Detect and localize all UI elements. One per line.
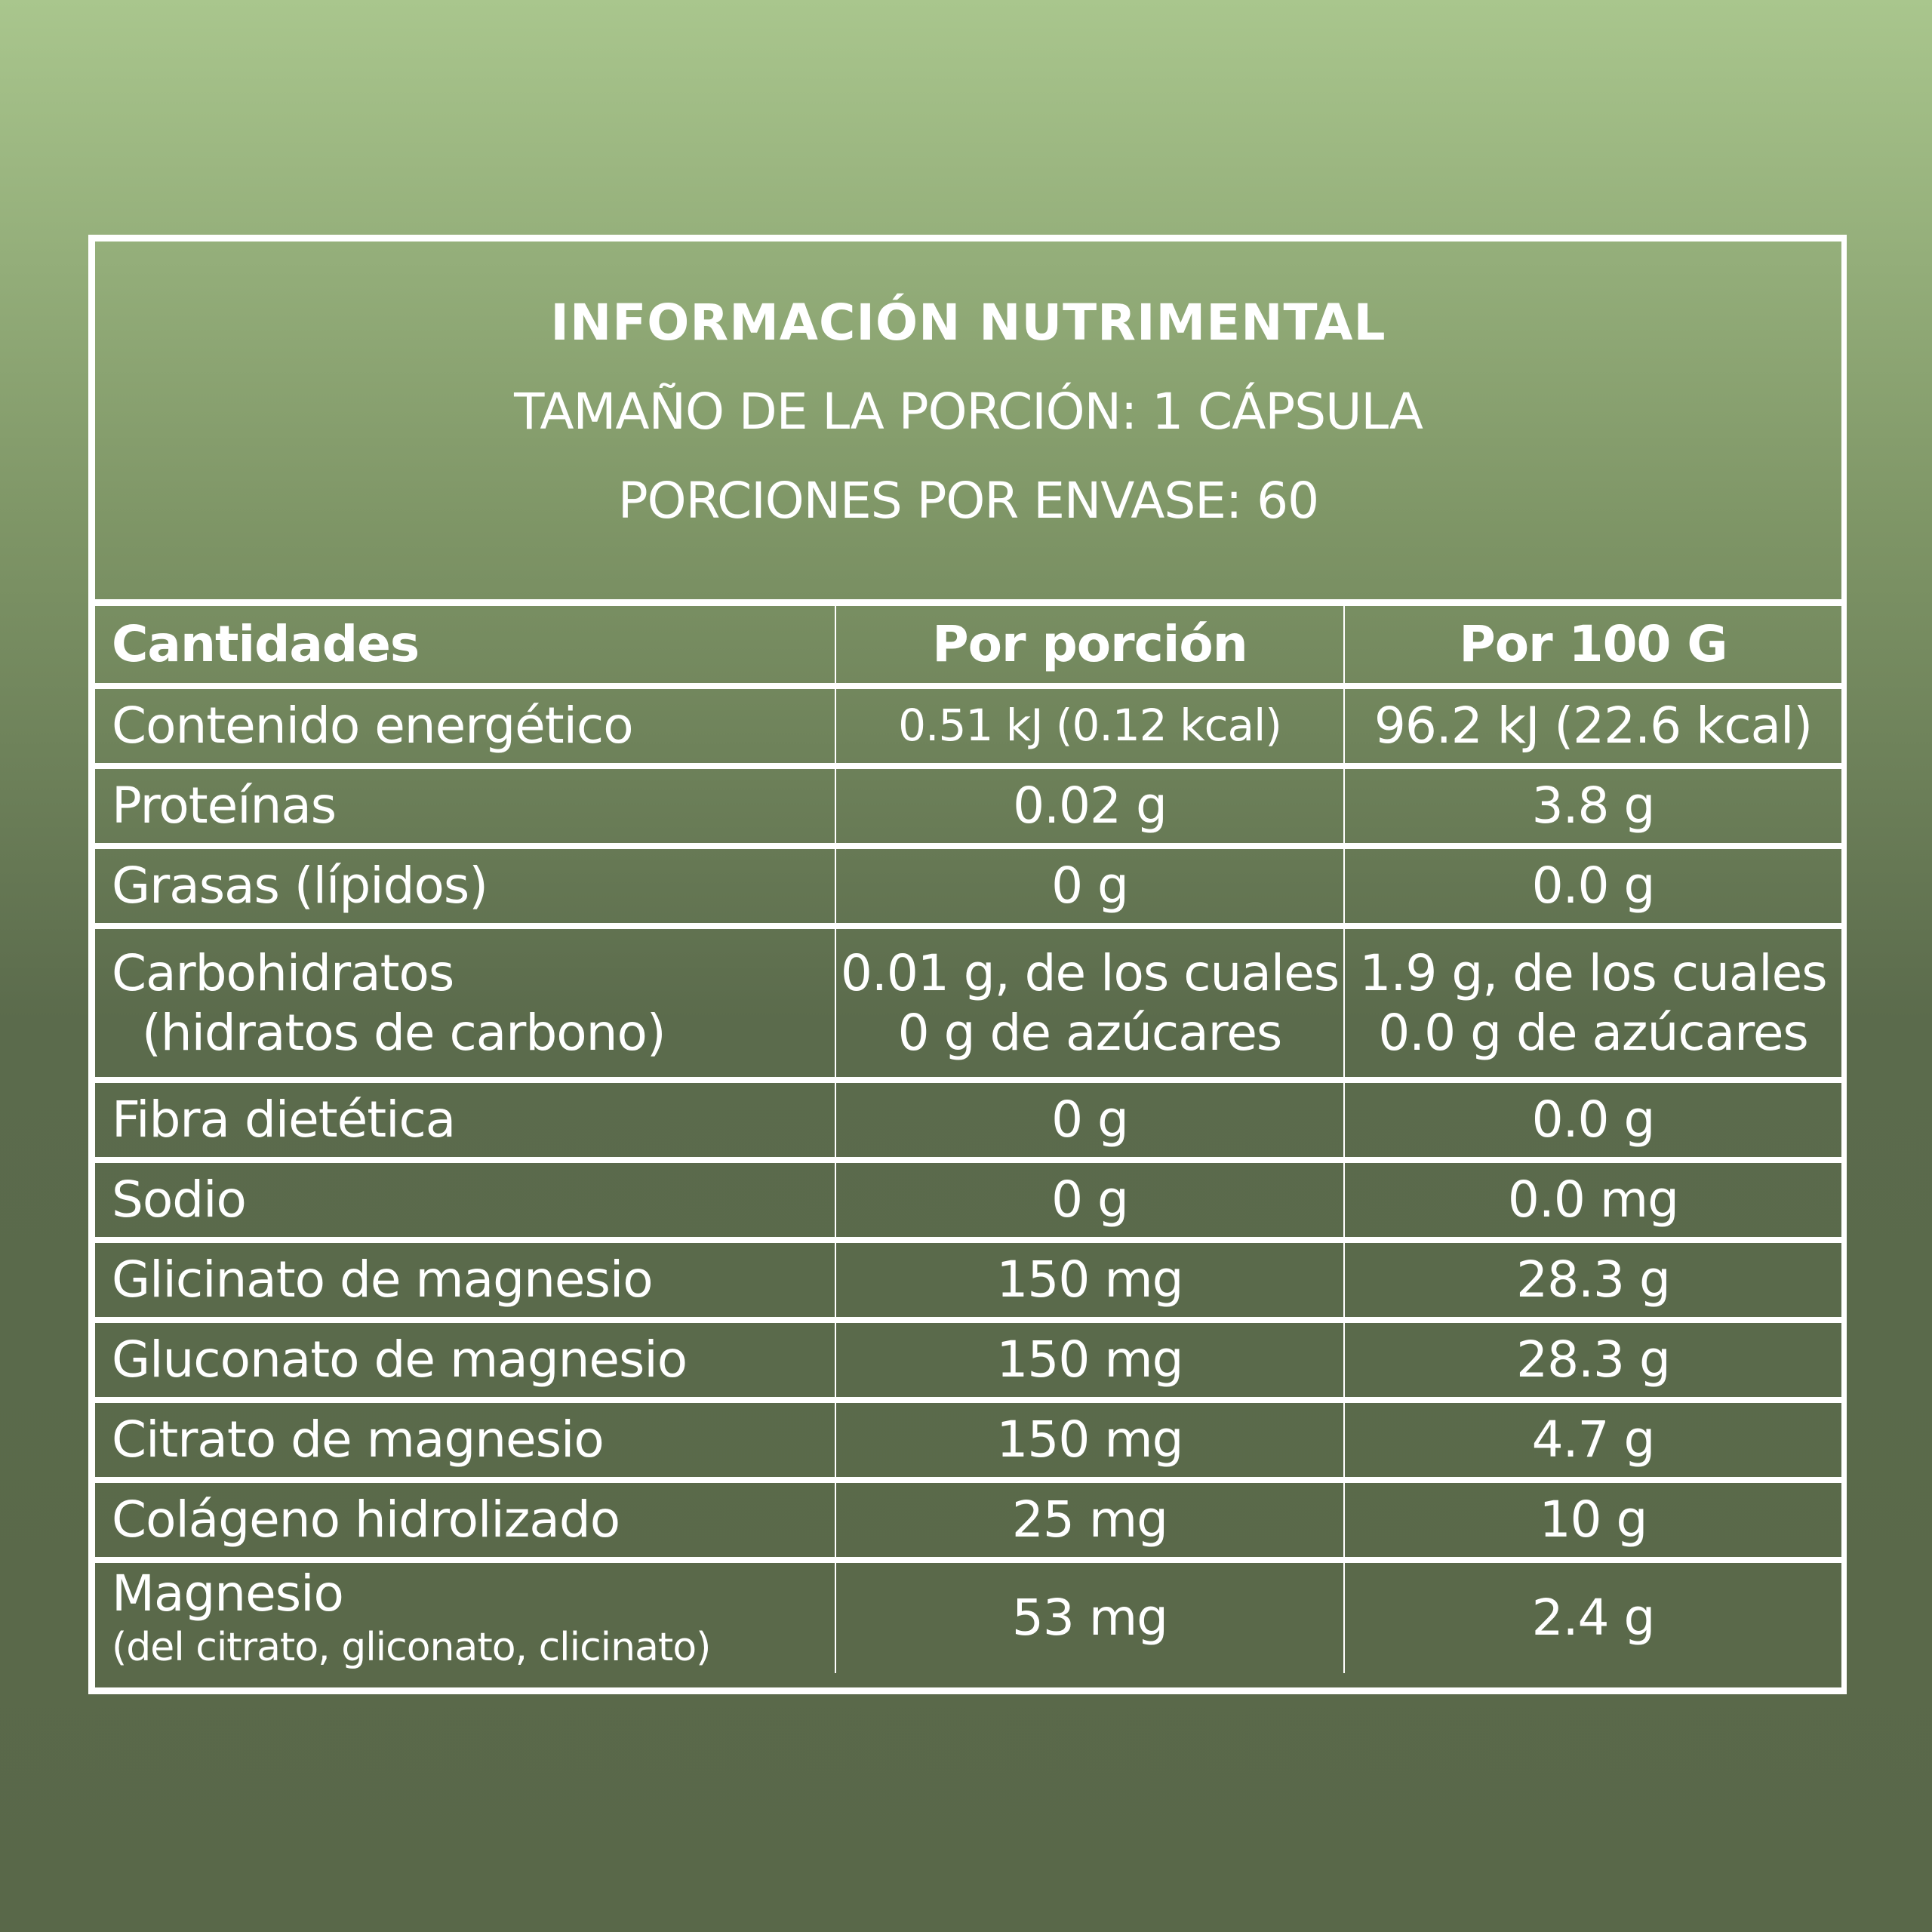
nutrient-name: Contenido energético	[95, 686, 835, 766]
table-header-row	[95, 603, 1841, 687]
table-row	[95, 1480, 1841, 1560]
per-100g-value: 28.3 g	[1344, 1240, 1841, 1320]
per-portion-value: 150 mg	[835, 1320, 1344, 1400]
per-100g-line2: 0.0 g de azúcares	[1378, 1004, 1808, 1062]
table-row	[95, 926, 1841, 1080]
servings-per-container: PORCIONES POR ENVASE: 60	[617, 472, 1319, 530]
table-row	[95, 1080, 1841, 1160]
per-portion-value: 25 mg	[835, 1480, 1344, 1560]
per-portion-value	[835, 926, 1344, 1080]
per-portion-value: 53 mg	[835, 1560, 1344, 1673]
per-portion-value: 0 g	[835, 1160, 1344, 1240]
table-row	[95, 686, 1841, 766]
nutrition-label	[88, 235, 1847, 1694]
table-row	[95, 846, 1841, 926]
per-100g-value: 3.8 g	[1344, 766, 1841, 846]
table-row	[95, 1240, 1841, 1320]
nutrient-name	[95, 1560, 835, 1673]
per-portion-value: 0.51 kJ (0.12 kcal)	[835, 686, 1344, 766]
per-100g-value	[1344, 926, 1841, 1080]
table-row	[95, 1160, 1841, 1240]
per-portion-value: 150 mg	[835, 1240, 1344, 1320]
nutrient-name: Fibra dietética	[95, 1080, 835, 1160]
label-title: INFORMACIÓN NUTRIMENTAL	[550, 294, 1386, 352]
nutrient-name: Citrato de magnesio	[95, 1400, 835, 1480]
nutrient-name: Gluconato de magnesio	[95, 1320, 835, 1400]
per-portion-value: 0 g	[835, 1080, 1344, 1160]
column-header-por-porcion: Por porción	[835, 603, 1344, 687]
nutrient-name-note: (del citrato, gliconato, clicinato)	[112, 1625, 711, 1671]
nutrition-table	[95, 599, 1841, 1673]
table-row	[95, 1400, 1841, 1480]
column-header-por-100g: Por 100 G	[1344, 603, 1841, 687]
table-row	[95, 1320, 1841, 1400]
nutrient-name: Sodio	[95, 1160, 835, 1240]
serving-size: TAMAÑO DE LA PORCIÓN: 1 CÁPSULA	[514, 383, 1423, 441]
per-portion-value: 0 g	[835, 846, 1344, 926]
per-100g-value: 4.7 g	[1344, 1400, 1841, 1480]
label-header	[95, 242, 1841, 599]
per-100g-value: 2.4 g	[1344, 1560, 1841, 1673]
nutrient-name	[95, 926, 835, 1080]
per-100g-value: 0.0 g	[1344, 1080, 1841, 1160]
nutrient-name-line2: (hidratos de carbono)	[142, 1004, 666, 1062]
per-100g-value: 10 g	[1344, 1480, 1841, 1560]
per-portion-line2: 0 g de azúcares	[897, 1004, 1282, 1062]
nutrient-name-line1: Carbohidratos	[112, 943, 454, 1002]
per-100g-value: 0.0 g	[1344, 846, 1841, 926]
nutrient-name: Colágeno hidrolizado	[95, 1480, 835, 1560]
per-portion-line1: 0.01 g, de los cuales	[840, 943, 1340, 1002]
nutrient-name-line1: Magnesio	[112, 1564, 343, 1623]
table-row	[95, 1560, 1841, 1673]
per-portion-value: 150 mg	[835, 1400, 1344, 1480]
per-portion-value: 0.02 g	[835, 766, 1344, 846]
per-100g-line1: 1.9 g, de los cuales	[1359, 943, 1827, 1002]
per-100g-value: 28.3 g	[1344, 1320, 1841, 1400]
nutrient-name: Proteínas	[95, 766, 835, 846]
nutrient-name: Grasas (lípidos)	[95, 846, 835, 926]
table-row	[95, 766, 1841, 846]
per-100g-value: 0.0 mg	[1344, 1160, 1841, 1240]
per-100g-value: 96.2 kJ (22.6 kcal)	[1344, 686, 1841, 766]
nutrient-name: Glicinato de magnesio	[95, 1240, 835, 1320]
column-header-cantidades: Cantidades	[95, 603, 835, 687]
